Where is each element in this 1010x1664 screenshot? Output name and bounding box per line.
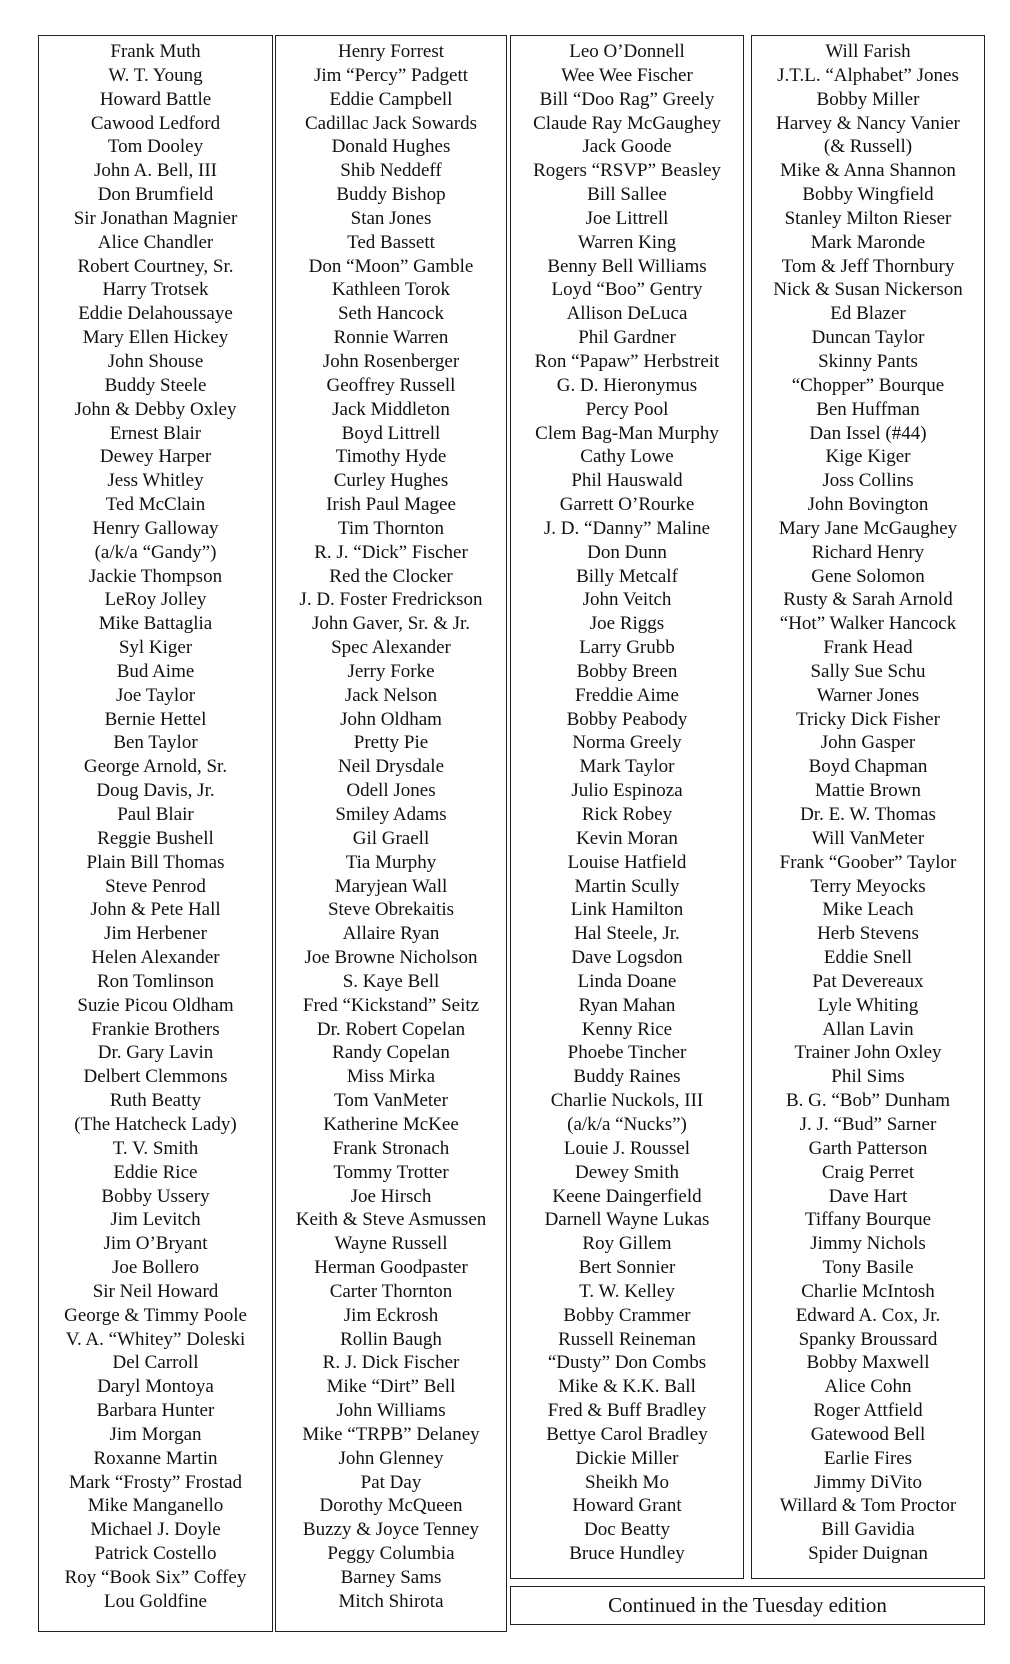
name-entry: Willard & Tom Proctor: [779, 1495, 957, 1517]
name-entry: Boyd Littrell: [341, 422, 441, 444]
name-entry: R. J. Dick Fischer: [322, 1352, 460, 1374]
name-entry: Darnell Wayne Lukas: [544, 1209, 710, 1231]
name-entry: Dewey Harper: [99, 446, 212, 468]
name-entry: Kevin Moran: [576, 827, 678, 849]
name-entry: “Chopper” Bourque: [791, 374, 945, 396]
name-list: [511, 36, 743, 1566]
name-entry: Dave Hart: [828, 1185, 908, 1207]
name-entry: Maryjean Wall: [334, 875, 448, 897]
name-entry: V. A. “Whitey” Doleski: [65, 1328, 246, 1350]
name-entry: Jim Morgan: [109, 1423, 202, 1445]
name-entry: Mary Jane McGaughey: [778, 517, 958, 539]
name-entry: Herman Goodpaster: [314, 1257, 468, 1279]
name-entry: Shib Neddeff: [340, 160, 442, 182]
name-entry: Dr. Gary Lavin: [97, 1042, 214, 1064]
name-entry: Gatewood Bell: [810, 1423, 926, 1445]
name-list: [752, 36, 984, 1566]
name-entry: Bruce Hundley: [569, 1543, 685, 1565]
name-entry: J. J. “Bud” Sarner: [799, 1113, 937, 1135]
name-entry: John Shouse: [107, 350, 204, 372]
name-entry: Roger Attfield: [813, 1400, 923, 1422]
name-entry: Bettye Carol Bradley: [546, 1423, 708, 1445]
name-entry: Lou Goldfine: [104, 1590, 207, 1612]
name-entry: Rick Robey: [581, 804, 673, 825]
name-entry: Phil Sims: [831, 1066, 905, 1088]
name-entry: Mike & Anna Shannon: [780, 160, 956, 182]
name-entry: Jim “Percy” Padgett: [313, 64, 469, 86]
name-entry: Kige Kiger: [825, 446, 911, 468]
name-entry: Don Brumfield: [97, 184, 214, 206]
name-entry: Mike “Dirt” Bell: [326, 1376, 456, 1398]
name-entry: Barbara Hunter: [96, 1400, 215, 1422]
name-entry: Pat Devereaux: [812, 970, 924, 992]
name-entry: G. D. Hieronymus: [556, 374, 698, 396]
name-entry: Garrett O’Rourke: [559, 494, 695, 516]
name-entry: Bud Aime: [116, 660, 195, 682]
name-entry: Carter Thornton: [329, 1280, 453, 1302]
name-entry: Ernest Blair: [109, 422, 202, 444]
name-entry: Ben Taylor: [113, 732, 198, 754]
name-entry: John Veitch: [582, 589, 672, 611]
name-entry: John Gasper: [820, 732, 916, 754]
name-entry: John A. Bell, III: [94, 160, 217, 182]
name-entry: T. W. Kelley: [579, 1280, 675, 1302]
name-entry: Edward A. Cox, Jr.: [795, 1304, 941, 1326]
name-entry: Neil Drysdale: [337, 756, 445, 778]
name-entry: John Glenney: [338, 1447, 444, 1469]
name-entry: Mike “TRPB” Delaney: [302, 1423, 480, 1445]
name-entry: Tommy Trotter: [333, 1161, 449, 1183]
name-entry: J. D. Foster Fredrickson: [299, 589, 483, 611]
name-entry: Doc Beatty: [583, 1519, 670, 1541]
name-entry: Henry Forrest: [337, 41, 445, 62]
name-entry: Daryl Montoya: [97, 1376, 214, 1398]
name-entry: Phoebe Tincher: [567, 1042, 687, 1064]
name-column-1: [38, 35, 273, 1632]
name-entry: Jack Middleton: [332, 398, 450, 420]
name-entry: John Bovington: [807, 494, 929, 516]
name-entry: (The Hatcheck Lady): [74, 1113, 237, 1135]
name-entry: Jim Herbener: [104, 923, 207, 945]
name-entry: Tom & Jeff Thornbury: [781, 255, 955, 277]
name-entry: LeRoy Jolley: [104, 589, 207, 611]
name-entry: Jess Whitley: [107, 470, 204, 492]
name-entry: Mike Manganello: [87, 1495, 224, 1517]
name-entry: Dan Issel (#44): [809, 422, 927, 444]
name-entry: Nick & Susan Nickerson: [773, 279, 963, 301]
name-entry: Red the Clocker: [329, 565, 453, 587]
name-entry: Frankie Brothers: [91, 1018, 220, 1040]
name-entry: W. T. Young: [108, 64, 203, 86]
name-entry: Tia Murphy: [345, 851, 437, 873]
name-entry: Bobby Wingfield: [802, 184, 934, 206]
name-entry: Alice Cohn: [824, 1376, 912, 1398]
name-entry: Wayne Russell: [334, 1233, 448, 1255]
name-entry: Paul Blair: [117, 804, 194, 825]
name-entry: John Rosenberger: [322, 350, 460, 372]
name-entry: Delbert Clemmons: [83, 1066, 228, 1088]
name-entry: Tim Thornton: [337, 517, 445, 539]
name-entry: Skinny Pants: [818, 350, 918, 372]
name-entry: J.T.L. “Alphabet” Jones: [777, 64, 959, 86]
name-entry: Jerry Forke: [347, 660, 435, 682]
name-entry: Bill “Doo Rag” Greely: [539, 88, 715, 110]
name-entry: Ted Bassett: [347, 231, 435, 253]
name-entry: Buddy Bishop: [336, 184, 446, 206]
name-entry: Ruth Beatty: [109, 1090, 202, 1112]
name-entry: Donald Hughes: [331, 136, 451, 158]
name-entry: S. Kaye Bell: [342, 970, 440, 992]
name-entry: Rusty & Sarah Arnold: [783, 589, 953, 611]
name-entry: Keith & Steve Asmussen: [295, 1209, 487, 1231]
name-entry: Boyd Chapman: [808, 756, 928, 778]
name-entry: Craig Perret: [821, 1161, 915, 1183]
name-entry: Joe Taylor: [115, 684, 196, 706]
name-entry: Duncan Taylor: [811, 327, 925, 349]
name-entry: Mike & K.K. Ball: [558, 1376, 696, 1398]
name-column-4: [751, 35, 985, 1579]
name-entry: Ben Huffman: [816, 398, 920, 420]
name-entry: Randy Copelan: [332, 1042, 450, 1064]
name-entry: T. V. Smith: [112, 1137, 199, 1159]
name-entry: Ron “Papaw” Herbstreit: [534, 350, 720, 372]
name-entry: Richard Henry: [811, 541, 925, 563]
name-entry: Buddy Raines: [573, 1066, 681, 1088]
name-entry: Kenny Rice: [581, 1018, 673, 1040]
name-entry: Tom Dooley: [107, 136, 204, 158]
name-entry: Freddie Aime: [575, 684, 679, 706]
name-column-3: [510, 35, 744, 1579]
name-entry: Don “Moon” Gamble: [308, 255, 474, 277]
name-entry: Mark Maronde: [810, 231, 926, 253]
name-entry: John Oldham: [340, 708, 442, 730]
name-entry: R. J. “Dick” Fischer: [314, 541, 468, 563]
name-entry: Geoffrey Russell: [326, 374, 456, 396]
name-entry: Timothy Hyde: [335, 446, 447, 468]
name-entry: Sir Jonathan Magnier: [73, 207, 238, 229]
name-entry: (a/k/a “Gandy”): [94, 541, 217, 563]
name-entry: Doug Davis, Jr.: [96, 780, 215, 802]
name-entry: Reggie Bushell: [97, 827, 214, 849]
name-entry: Gil Graell: [352, 827, 430, 849]
name-entry: Joe Hirsch: [350, 1185, 432, 1207]
name-entry: Clem Bag-Man Murphy: [535, 422, 719, 444]
name-entry: Cathy Lowe: [580, 446, 674, 468]
name-entry: Curley Hughes: [333, 470, 449, 492]
name-entry: Dewey Smith: [575, 1161, 679, 1183]
name-entry: Keene Daingerfield: [552, 1185, 702, 1207]
name-entry: “Dusty” Don Combs: [547, 1352, 707, 1374]
name-entry: Dr. Robert Copelan: [316, 1018, 466, 1040]
name-entry: Benny Bell Williams: [547, 255, 707, 277]
name-entry: Eddie Campbell: [329, 88, 453, 110]
name-entry: Pretty Pie: [353, 732, 429, 754]
name-entry: Bill Sallee: [587, 184, 667, 206]
name-entry: John Williams: [336, 1400, 446, 1422]
name-entry: Warner Jones: [816, 684, 920, 706]
name-entry: Gene Solomon: [811, 565, 925, 587]
name-entry: Mike Battaglia: [98, 613, 213, 635]
name-entry: Frank Stronach: [332, 1137, 450, 1159]
continued-notice: Continued in the Tuesday edition: [510, 1586, 985, 1625]
name-entry: Henry Galloway: [92, 517, 219, 539]
name-list: [39, 36, 272, 1614]
name-entry: Sheikh Mo: [585, 1471, 669, 1493]
name-entry: Claude Ray McGaughey: [533, 112, 721, 134]
name-entry: Roy Gillem: [582, 1233, 672, 1255]
name-entry: Lyle Whiting: [817, 994, 919, 1016]
name-entry: Eddie Rice: [113, 1161, 198, 1183]
name-entry: John & Pete Hall: [90, 899, 221, 921]
name-entry: Bobby Breen: [576, 660, 678, 682]
name-entry: Russell Reineman: [558, 1328, 696, 1350]
name-entry: Bernie Hettel: [104, 708, 207, 730]
name-entry: (& Russell): [823, 136, 913, 158]
name-entry: Stanley Milton Rieser: [784, 207, 952, 229]
name-entry: Terry Meyocks: [810, 875, 926, 897]
name-entry: Don Dunn: [587, 541, 667, 563]
name-entry: Joe Littrell: [585, 207, 669, 229]
name-entry: Will VanMeter: [811, 827, 925, 849]
name-entry: Garth Patterson: [808, 1137, 928, 1159]
name-entry: Linda Doane: [577, 970, 677, 992]
name-entry: Mark Taylor: [579, 756, 675, 778]
name-entry: John & Debby Oxley: [74, 398, 237, 420]
name-entry: Katherine McKee: [323, 1113, 459, 1135]
name-entry: Frank Head: [823, 637, 913, 659]
name-entry: Mike Leach: [822, 899, 914, 921]
name-entry: Roxanne Martin: [93, 1447, 218, 1469]
name-entry: Frank “Goober” Taylor: [779, 851, 957, 873]
name-entry: Fred & Buff Bradley: [547, 1400, 707, 1422]
name-entry: Allaire Ryan: [342, 923, 440, 945]
name-entry: Fred “Kickstand” Seitz: [302, 994, 480, 1016]
name-entry: Patrick Costello: [94, 1543, 217, 1565]
name-entry: Jack Nelson: [344, 684, 438, 706]
name-entry: Bobby Maxwell: [806, 1352, 930, 1374]
name-entry: Howard Grant: [572, 1495, 682, 1517]
name-entry: Martin Scully: [574, 875, 680, 897]
name-entry: Cadillac Jack Sowards: [304, 112, 477, 134]
name-entry: Helen Alexander: [91, 947, 220, 969]
name-entry: Steve Penrod: [105, 875, 206, 897]
name-entry: Joe Browne Nicholson: [304, 947, 478, 969]
name-entry: Eddie Delahoussaye: [78, 303, 233, 325]
name-entry: Bill Gavidia: [821, 1519, 915, 1541]
name-entry: Jimmy Nichols: [810, 1233, 926, 1255]
name-entry: Bert Sonnier: [578, 1257, 676, 1279]
name-entry: Leo O’Donnell: [569, 41, 685, 62]
name-entry: Seth Hancock: [337, 303, 445, 325]
name-entry: Larry Grubb: [579, 637, 675, 659]
name-entry: Earlie Fires: [823, 1447, 913, 1469]
name-entry: Miss Mirka: [346, 1066, 436, 1088]
name-entry: Joe Riggs: [589, 613, 665, 635]
name-entry: Bobby Ussery: [101, 1185, 210, 1207]
name-entry: Harry Trotsek: [102, 279, 209, 301]
name-entry: George & Timmy Poole: [64, 1304, 247, 1326]
name-entry: Jim Eckrosh: [343, 1304, 439, 1326]
name-entry: Charlie Nuckols, III: [550, 1090, 704, 1112]
name-entry: Michael J. Doyle: [90, 1519, 221, 1541]
name-entry: Jim Levitch: [110, 1209, 201, 1231]
name-entry: Mary Ellen Hickey: [82, 327, 229, 349]
name-entry: Dorothy McQueen: [319, 1495, 463, 1517]
name-entry: Jack Goode: [582, 136, 672, 158]
name-entry: Tricky Dick Fisher: [796, 708, 940, 730]
name-entry: Mark “Frosty” Frostad: [68, 1471, 243, 1493]
name-entry: Odell Jones: [346, 780, 436, 802]
name-entry: Alice Chandler: [97, 231, 214, 253]
name-entry: Eddie Snell: [823, 947, 913, 969]
name-entry: Ryan Mahan: [578, 994, 676, 1016]
name-entry: B. G. “Bob” Dunham: [785, 1090, 951, 1112]
name-entry: Spider Duignan: [808, 1543, 928, 1565]
name-entry: Percy Pool: [585, 398, 669, 420]
name-entry: Link Hamilton: [570, 899, 684, 921]
name-entry: Jimmy DiVito: [813, 1471, 923, 1493]
name-entry: Jim O’Bryant: [103, 1233, 208, 1255]
name-entry: Dr. E. W. Thomas: [800, 804, 936, 825]
name-entry: Herb Stevens: [817, 923, 919, 945]
name-entry: Dave Logsdon: [571, 947, 683, 969]
name-entry: Jackie Thompson: [88, 565, 223, 587]
name-entry: Spec Alexander: [331, 637, 451, 659]
name-entry: Bobby Peabody: [566, 708, 688, 730]
name-entry: Bobby Crammer: [563, 1304, 691, 1326]
name-entry: J. D. “Danny” Maline: [543, 517, 711, 539]
name-entry: Ronnie Warren: [333, 327, 449, 349]
name-entry: Irish Paul Magee: [326, 494, 456, 516]
name-entry: Louie J. Roussel: [563, 1137, 691, 1159]
name-entry: Sally Sue Schu: [810, 660, 926, 682]
name-entry: George Arnold, Sr.: [83, 756, 228, 778]
name-entry: Norma Greely: [572, 732, 682, 754]
name-entry: Peggy Columbia: [327, 1543, 455, 1565]
name-entry: Bobby Miller: [816, 88, 920, 110]
name-entry: Mitch Shirota: [338, 1590, 444, 1612]
name-entry: Warren King: [577, 231, 677, 253]
name-entry: Frank Muth: [110, 41, 201, 62]
name-entry: Allan Lavin: [822, 1018, 914, 1040]
name-entry: Mattie Brown: [814, 780, 922, 802]
name-entry: Julio Espinoza: [571, 780, 683, 802]
name-entry: Louise Hatfield: [567, 851, 687, 873]
name-entry: Buddy Steele: [104, 374, 207, 396]
name-entry: Charlie McIntosh: [801, 1280, 935, 1302]
name-entry: Cawood Ledford: [90, 112, 221, 134]
name-entry: Phil Gardner: [578, 327, 676, 349]
name-entry: Wee Wee Fischer: [561, 64, 693, 86]
name-entry: Ron Tomlinson: [96, 970, 215, 992]
name-entry: Roy “Book Six” Coffey: [64, 1567, 247, 1588]
name-column-2: [275, 35, 507, 1632]
name-entry: Allison DeLuca: [566, 303, 688, 325]
name-entry: Howard Battle: [99, 88, 212, 110]
name-entry: Del Carroll: [112, 1352, 199, 1374]
name-list: [276, 36, 506, 1614]
name-entry: Billy Metcalf: [576, 565, 678, 587]
name-entry: “Hot” Walker Hancock: [779, 613, 957, 635]
name-entry: Rogers “RSVP” Beasley: [533, 160, 721, 182]
name-entry: Tony Basile: [822, 1257, 914, 1279]
name-entry: (a/k/a “Nucks”): [567, 1113, 687, 1135]
name-entry: Syl Kiger: [118, 637, 193, 659]
name-entry: Spanky Broussard: [798, 1328, 938, 1350]
name-entry: Tiffany Bourque: [804, 1209, 932, 1231]
name-entry: Will Farish: [825, 41, 911, 62]
name-entry: Rollin Baugh: [340, 1328, 442, 1350]
name-entry: Plain Bill Thomas: [86, 851, 225, 873]
name-entry: Pat Day: [360, 1471, 422, 1493]
name-entry: Robert Courtney, Sr.: [77, 255, 234, 277]
name-entry: Hal Steele, Jr.: [574, 923, 680, 945]
name-entry: Smiley Adams: [335, 804, 447, 825]
name-entry: Steve Obrekaitis: [327, 899, 455, 921]
name-entry: Trainer John Oxley: [794, 1042, 942, 1064]
name-entry: Ted McClain: [105, 494, 206, 516]
name-entry: Sir Neil Howard: [92, 1280, 219, 1302]
name-entry: Buzzy & Joyce Tenney: [302, 1519, 480, 1541]
name-entry: Phil Hauswald: [571, 470, 683, 492]
name-entry: Joss Collins: [822, 470, 914, 492]
name-entry: Loyd “Boo” Gentry: [551, 279, 703, 301]
name-entry: Suzie Picou Oldham: [77, 994, 234, 1016]
name-entry: John Gaver, Sr. & Jr.: [311, 613, 471, 635]
name-entry: Joe Bollero: [111, 1257, 200, 1279]
name-entry: Stan Jones: [350, 207, 432, 229]
name-entry: Kathleen Torok: [331, 279, 451, 301]
name-entry: Barney Sams: [340, 1567, 442, 1588]
name-entry: Harvey & Nancy Vanier: [776, 112, 960, 134]
name-entry: Dickie Miller: [575, 1447, 679, 1469]
name-entry: Ed Blazer: [830, 303, 906, 325]
name-entry: Tom VanMeter: [334, 1090, 448, 1112]
